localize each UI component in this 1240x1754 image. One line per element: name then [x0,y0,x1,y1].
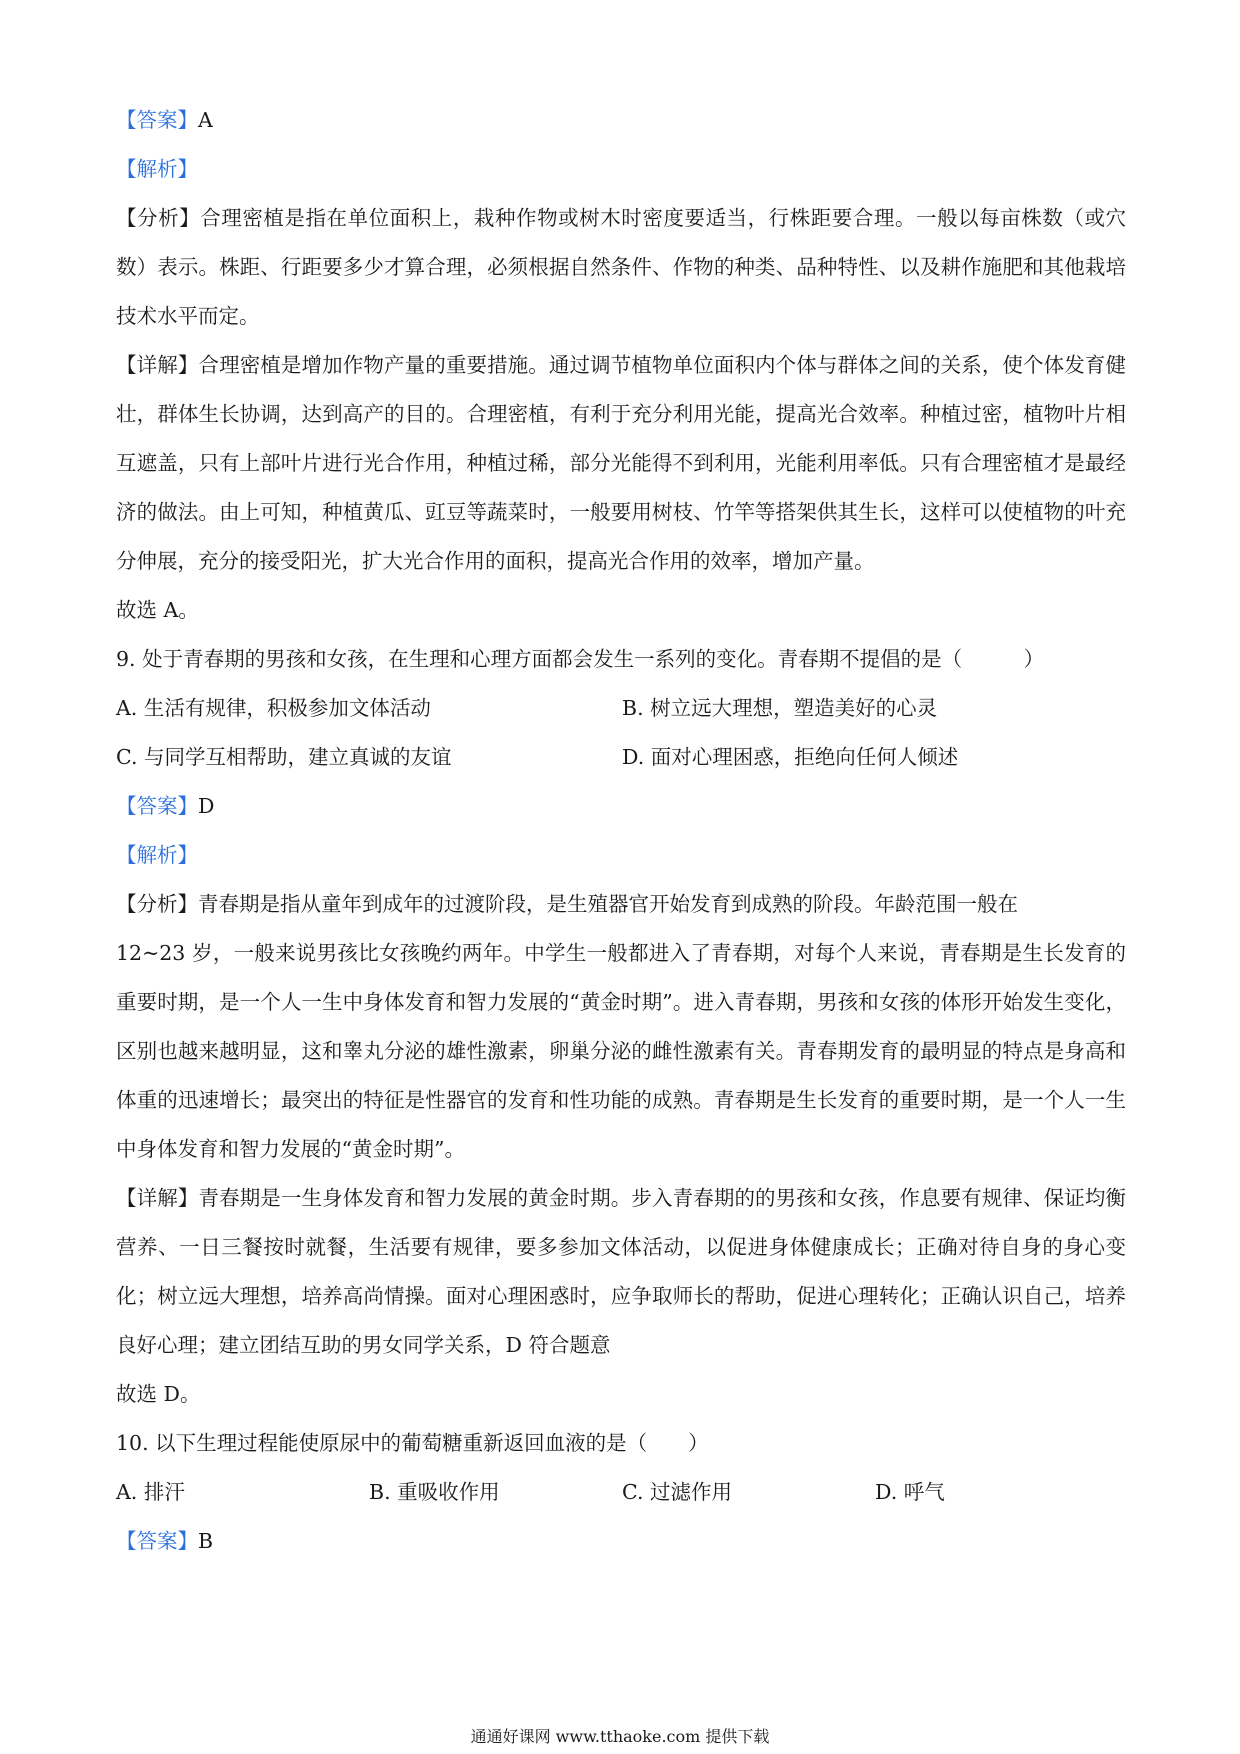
q9-options-row-2 [116,733,1126,782]
q8-choice: 故选 A。 [116,598,199,622]
q9-explain-line [116,831,1126,880]
detail-tag: 【详解】 [116,1186,199,1210]
q8-explain-line [116,145,1126,194]
q10-answer-line [116,1517,1126,1566]
q10-options-row [116,1468,1126,1517]
q9-detail-text: 青春期是一生身体发育和智力发展的黄金时期。步入青春期的的男孩和女孩，作息要有规律、保证均衡营养、一日三餐按时就餐，生活要有规律，要多参加文体活动，以促进身体健康成长；正确对待自身的身心变化；树立远大理想，培养高尚情操。面对心理困惑时，应争取师长的帮助，促进心理转化；正确认识自己，培养良好心理；建立团结互助的男女同学关系，D 符合题意 [116,1186,1127,1357]
document-page [116,96,1126,1566]
q10-option-a: A. 排汗 [116,1480,185,1504]
q8-analysis [116,194,1126,341]
q9-analysis-first-line [116,880,1126,929]
q9-analysis-first: 青春期是指从童年到成年的过渡阶段，是生殖器官开始发育到成熟的阶段。年龄范围一般在 [198,892,1018,916]
analysis-tag: 【分析】 [116,892,198,916]
q10-answer: B [198,1529,214,1553]
q8-answer: A [198,108,213,132]
q9-option-a: A. 生活有规律，积极参加文体活动 [116,696,431,720]
answer-tag: 【答案】 [116,108,198,132]
q9-options-row-1 [116,684,1126,733]
q9-option-b: B. 树立远大理想，塑造美好的心灵 [622,696,938,720]
analysis-tag: 【分析】 [116,206,201,230]
answer-tag: 【答案】 [116,794,198,818]
q10-option-d: D. 呼气 [875,1480,945,1504]
q9-answer: D [198,794,215,818]
q9-option-c: C. 与同学互相帮助，建立真诚的友谊 [116,745,452,769]
q9-stem: 9. 处于青春期的男孩和女孩，在生理和心理方面都会发生一系列的变化。青春期不提倡的是（ ） [116,647,1045,671]
explain-tag: 【解析】 [116,157,198,181]
q10-option-b: B. 重吸收作用 [369,1480,500,1504]
q8-analysis-text: 合理密植是指在单位面积上，栽种作物或树木时密度要适当，行株距要合理。一般以每亩株数（或穴数）表示。株距、行距要多少才算合理，必须根据自然条件、作物的种类、品种特性、以及耕作施肥和其他栽培技术水平而定。 [116,206,1127,328]
q9-choice: 故选 D。 [116,1382,201,1406]
q8-answer-line [116,96,1126,145]
q8-detail [116,341,1126,586]
page-footer: 通通好课网 www.tthaoke.com 提供下载 [470,1727,770,1746]
q9-answer-line [116,782,1126,831]
q9-detail [116,1174,1126,1370]
q10-option-c: C. 过滤作用 [622,1480,732,1504]
answer-tag: 【答案】 [116,1529,198,1553]
explain-tag: 【解析】 [116,843,198,867]
detail-tag: 【详解】 [116,353,199,377]
q8-detail-text: 合理密植是增加作物产量的重要措施。通过调节植物单位面积内个体与群体之间的关系，使个体发育健壮，群体生长协调，达到高产的目的。合理密植，有利于充分利用光能，提高光合效率。种植过密，植物叶片相互遮盖，只有上部叶片进行光合作用，种植过稀，部分光能得不到利用，光能利用率低。只有合理密植才是最经济的做法。由上可知，种植黄瓜、豇豆等蔬菜时，一般要用树枝、竹竿等搭架供其生长，这样可以使植物的叶充分伸展，充分的接受阳光，扩大光合作用的面积，提高光合作用的效率，增加产量。 [116,353,1127,573]
q9-option-d: D. 面对心理困惑，拒绝向任何人倾述 [622,745,959,769]
q10-stem: 10. 以下生理过程能使原尿中的葡萄糖重新返回血液的是（ ） [116,1431,709,1455]
q9-analysis-rest: 12~23 岁，一般来说男孩比女孩晚约两年。中学生一般都进入了青春期，对每个人来说，青春期是生长发育的重要时期，是一个人一生中身体发育和智力发展的“黄金时期”。进入青春期，男孩和女孩的体形开始发生变化，区别也越来越明显，这和睾丸分泌的雄性激素，卵巢分泌的雌性激素有关。青春期发育的最明显的特点是身高和体重的迅速增长；最突出的特征是性器官的发育和性功能的成熟。青春期是生长发育的重要时期，是一个人一生中身体发育和智力发展的“黄金时期”。 [116,941,1126,1161]
